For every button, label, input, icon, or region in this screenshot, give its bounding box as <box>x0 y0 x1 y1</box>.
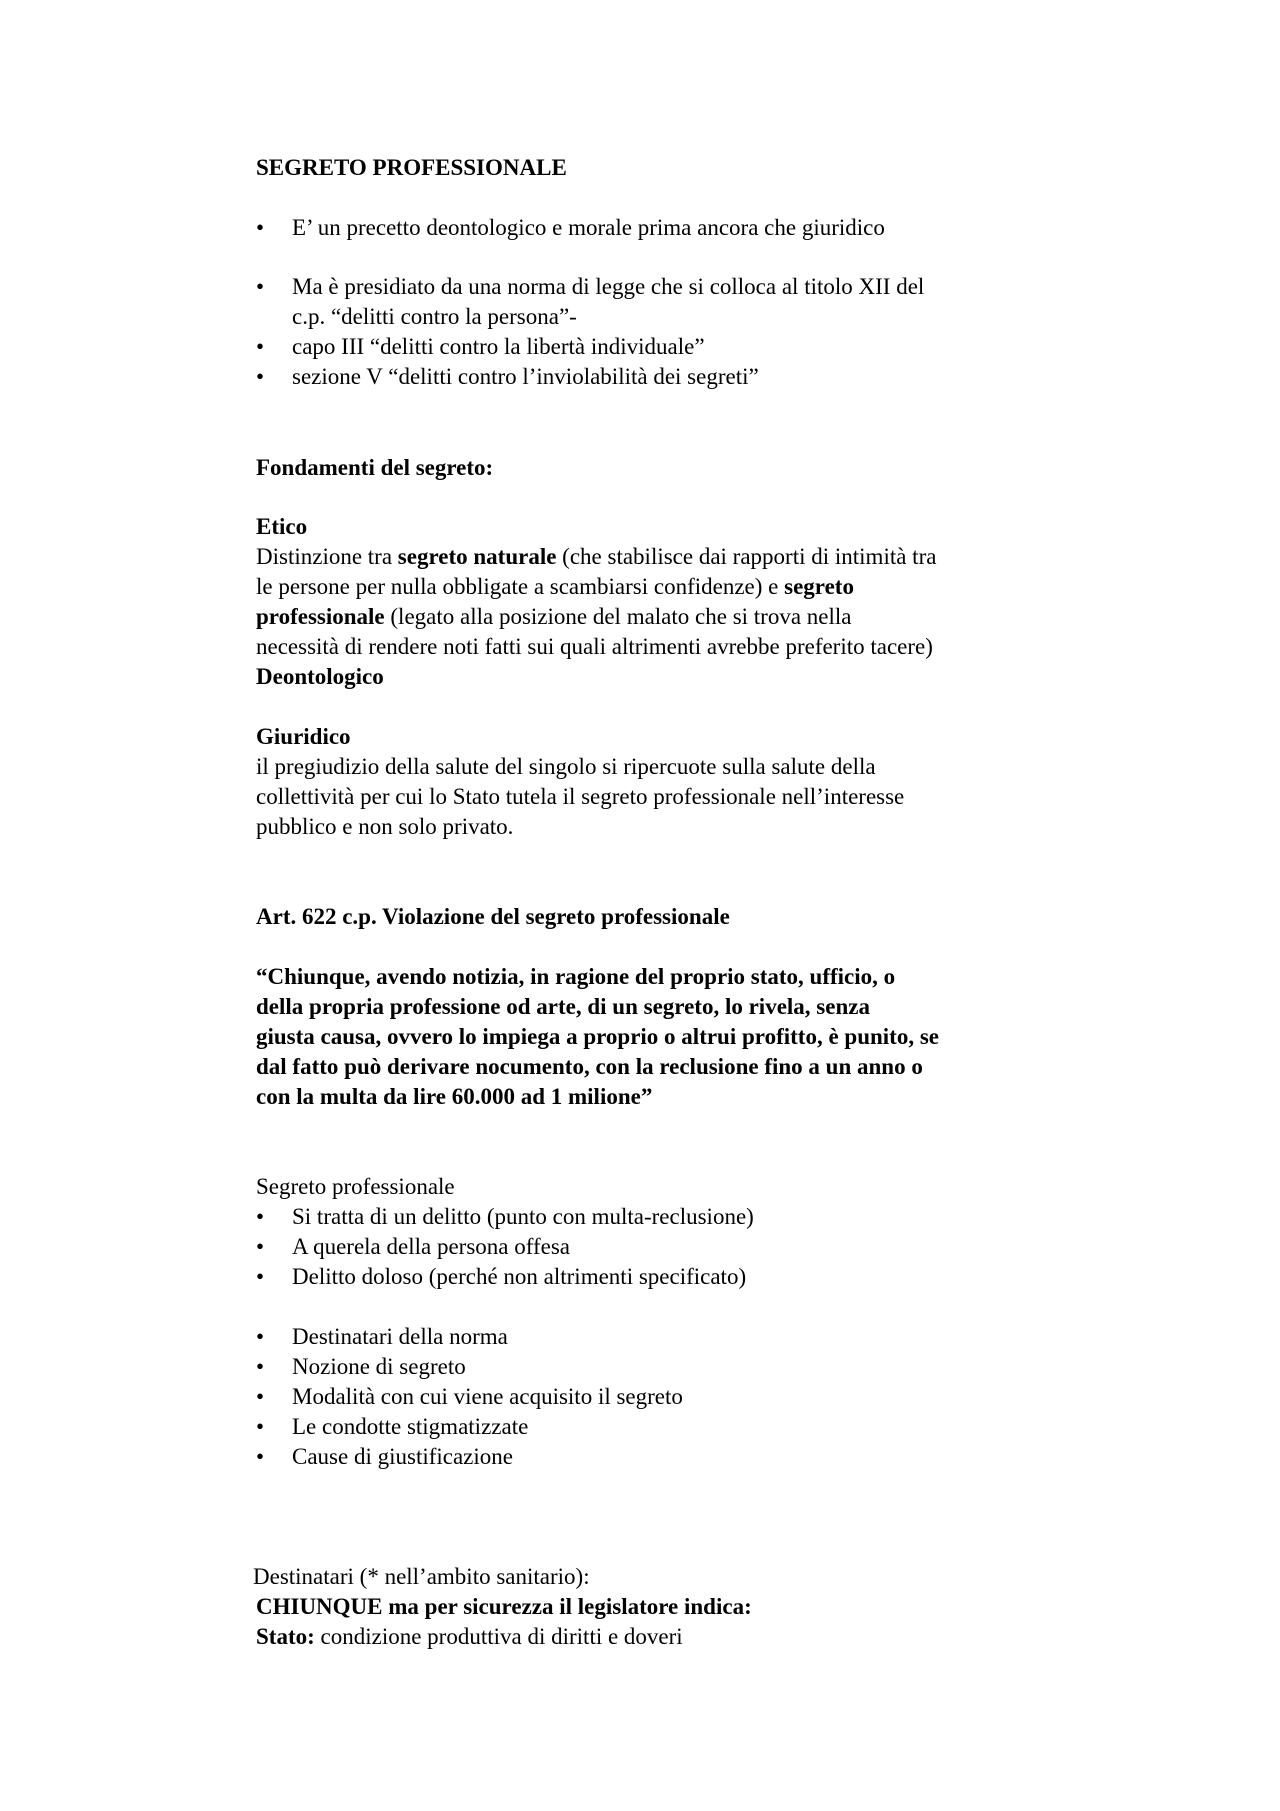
bullet-marker: • <box>256 1444 265 1469</box>
etico-line-3 <box>256 602 852 632</box>
giuridico-heading: Giuridico <box>256 724 351 749</box>
bullet-marker: • <box>256 1384 265 1409</box>
bullet-marker: • <box>256 1324 265 1349</box>
professionale-term: professionale <box>256 604 385 629</box>
list-item: Cause di giustificazione <box>292 1444 513 1469</box>
bullet-marker: • <box>256 364 265 389</box>
etico-line-4: necessità di rendere noti fatti sui quali altrimenti avrebbe preferito tacere) <box>256 634 933 659</box>
etico-line-2 <box>256 572 854 602</box>
article-quote-line-2: della propria professione od arte, di un segreto, lo rivela, senza <box>256 994 870 1019</box>
bullet-marker: • <box>256 215 265 240</box>
list-item: A querela della persona offesa <box>292 1234 571 1259</box>
bullet-marker: • <box>256 274 265 299</box>
etico-text: le persone per nulla obbligate a scambiarsi confidenze) e <box>256 574 785 599</box>
intro-bullet-3: capo III “delitti contro la libertà individuale” <box>292 334 705 359</box>
article-quote-line-3: giusta causa, ovvero lo impiega a proprio o altrui profitto, è punito, se <box>256 1024 939 1049</box>
article-quote-line-1: “Chiunque, avendo notizia, in ragione del proprio stato, ufficio, o <box>256 964 896 989</box>
list-item: Modalità con cui viene acquisito il segreto <box>292 1384 683 1409</box>
destinatari-line-2: CHIUNQUE ma per sicurezza il legislatore indica: <box>256 1594 752 1619</box>
list-item: Destinatari della norma <box>292 1324 508 1349</box>
article-quote-line-4: dal fatto può derivare nocumento, con la reclusione fino a un anno o <box>256 1054 923 1079</box>
page-title: SEGRETO PROFESSIONALE <box>256 155 567 180</box>
list-item: Si tratta di un delitto (punto con multa-reclusione) <box>292 1204 754 1229</box>
etico-heading: Etico <box>256 514 308 539</box>
giuridico-line-1: il pregiudizio della salute del singolo si ripercuote sulla salute della <box>256 754 876 779</box>
stato-definition: condizione produttiva di diritti e doveri <box>314 1624 683 1649</box>
list-item: Nozione di segreto <box>292 1354 466 1379</box>
giuridico-line-2: collettività per cui lo Stato tutela il segreto professionale nell’interesse <box>256 784 905 809</box>
deontologico-heading: Deontologico <box>256 664 384 689</box>
intro-bullet-2-line-2: c.p. “delitti contro la persona”- <box>292 304 577 329</box>
bullet-marker: • <box>256 1354 265 1379</box>
destinatari-line-3 <box>256 1622 683 1652</box>
fondamenti-heading: Fondamenti del segreto: <box>256 455 494 480</box>
bullet-marker: • <box>256 334 265 359</box>
list-item: Delitto doloso (perché non altrimenti specificato) <box>292 1264 747 1289</box>
bullet-marker: • <box>256 1414 265 1439</box>
stato-term: Stato: <box>256 1624 315 1649</box>
intro-bullet-4: sezione V “delitti contro l’inviolabilità dei segreti” <box>292 364 759 389</box>
etico-text: (che stabilisce dai rapporti di intimità tra <box>556 544 937 569</box>
segreto-naturale-term: segreto naturale <box>397 544 557 569</box>
giuridico-line-3: pubblico e non solo privato. <box>256 814 514 839</box>
segreto-heading: Segreto professionale <box>256 1174 455 1199</box>
bullet-marker: • <box>256 1204 265 1229</box>
intro-bullet-2-line-1: Ma è presidiato da una norma di legge che si colloca al titolo XII del <box>292 274 925 299</box>
bullet-marker: • <box>256 1234 265 1259</box>
etico-line-1 <box>256 542 936 572</box>
etico-text: Distinzione tra <box>256 544 398 569</box>
segreto-term: segreto <box>784 574 854 599</box>
article-heading: Art. 622 c.p. Violazione del segreto professionale <box>256 904 730 929</box>
intro-bullet-1: E’ un precetto deontologico e morale prima ancora che giuridico <box>292 215 885 240</box>
list-item: Le condotte stigmatizzate <box>292 1414 529 1439</box>
article-quote-line-5: con la multa da lire 60.000 ad 1 milione” <box>256 1084 653 1109</box>
etico-text: (legato alla posizione del malato che si trova nella <box>384 604 852 629</box>
destinatari-line-1: Destinatari (* nell’ambito sanitario): <box>253 1564 590 1589</box>
bullet-marker: • <box>256 1264 265 1289</box>
